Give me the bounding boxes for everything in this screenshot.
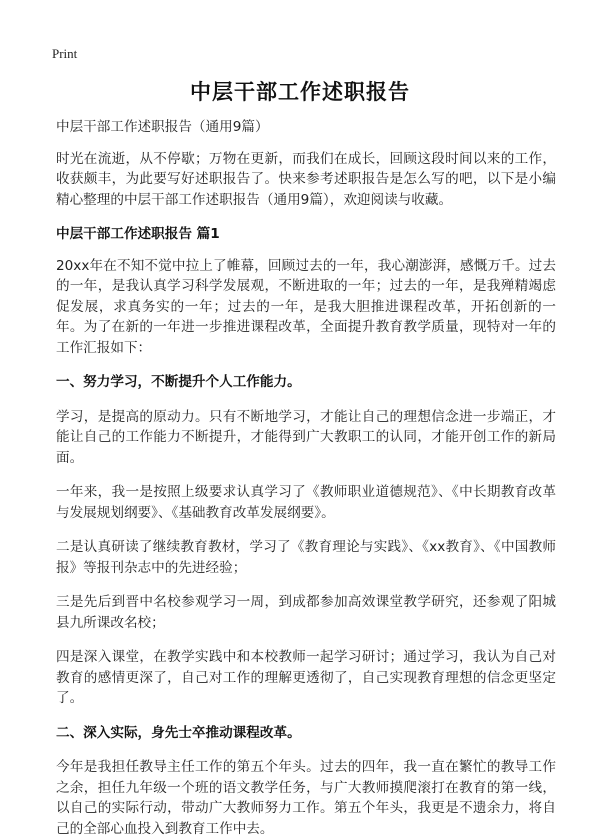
paragraph: 二是认真研读了继续教育教材，学习了《教育理论与实践》、《xx教育》、《中国教师报》等报刊杂志中的先进经验； bbox=[56, 539, 556, 576]
section-title: 中层干部工作述职报告 篇1 bbox=[56, 226, 220, 242]
print-link[interactable]: Print bbox=[52, 46, 78, 61]
paragraph: 一年来，我一是按照上级要求认真学习了《教师职业道德规范》、《中长期教育改革与发展规划纲要》、《基础教育改革发展纲要》。 bbox=[56, 484, 556, 521]
paragraph: 四是深入课堂，在教学实践中和本校教师一起学习研讨；通过学习，我认为自己对教育的感情更深了，自己对工作的理解更透彻了，自己实现教育理想的信念更坚定了。 bbox=[56, 649, 556, 706]
paragraph: 20xx年在不知不觉中拉上了帷幕，回顾过去的一年，我心潮澎湃，感慨万千。过去的一年，是我认真学习科学发展观，不断进取的一年；过去的一年，是我殚精竭虑促发展，求真务实的一年；过去的一年，是我大胆推进课程改革，开拓创新的一年。为了在新的一年进一步推进课程改革，全面提升教育教学质量，现特对一年的工作汇报如下： bbox=[56, 257, 556, 356]
document-subtitle: 中层干部工作述职报告（通用9篇） bbox=[56, 119, 269, 135]
paragraph: 三是先后到晋中名校参观学习一周，到成都参加高效课堂教学研究，还参观了阳城县九所课改名校； bbox=[56, 594, 556, 631]
intro-paragraph: 时光在流逝，从不停歇；万物在更新，而我们在成长，回顾这段时间以来的工作，收获颇丰，为此要写好述职报告了。快来参考述职报告是怎么写的吧，以下是小编精心整理的中层干部工作述职报告（通用9篇），欢迎阅读与收藏。 bbox=[56, 150, 556, 208]
section-heading-2: 二、深入实际，身先士卒推动课程改革。 bbox=[56, 724, 301, 741]
paragraph: 学习，是提高的原动力。只有不断地学习，才能让自己的理想信念进一步端正，才能让自己的工作能力不断提升，才能得到广大教职工的认同，才能开创工作的新局面。 bbox=[56, 408, 556, 466]
page-title: 中层干部工作述职报告 bbox=[190, 80, 410, 104]
section-heading-1: 一、努力学习，不断提升个人工作能力。 bbox=[56, 374, 301, 390]
paragraph: 今年是我担任教导主任工作的第五个年头。过去的四年，我一直在繁忙的教导工作之余，担任九年级一个班的语文教学任务，与广大教师摸爬滚打在教育的第一线，以自己的实际行动，带动广大教师努力工作。第五个年头，我更是不遗余力，将自己的全部心血投入到教育工作中去。 bbox=[56, 759, 556, 837]
document-body bbox=[56, 117, 556, 839]
